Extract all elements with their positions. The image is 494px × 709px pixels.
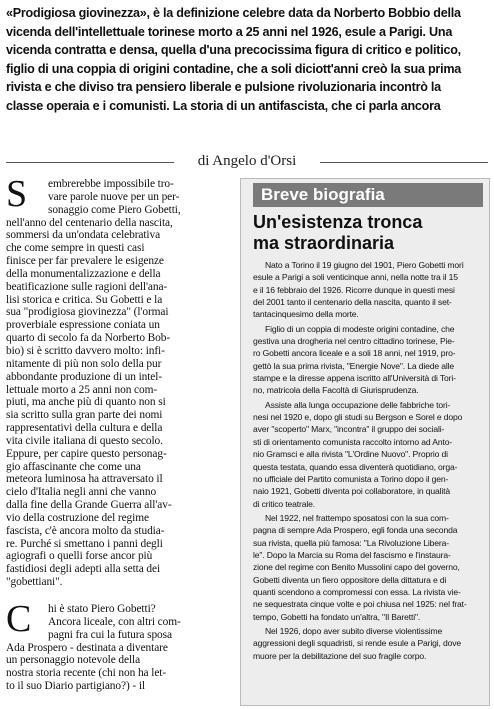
article-line: vare parole nuove per un per- (48, 190, 180, 203)
drop-cap: S (6, 173, 28, 215)
sidebar-line: aver "scoperto" Marx, "incontra" il gruppo dei sociali- (253, 424, 445, 435)
article-line: vita civile italiana di questo secolo. (6, 434, 163, 447)
sidebar-line: muore per la debilitazione del suo fragile corpo. (253, 650, 427, 661)
article-line: Eppure, per capire questo personag- (6, 447, 167, 460)
article-line: nostra storia recente (chi non ha let- (6, 667, 167, 680)
sidebar-line: quanti scendono a compromessi con essa. La rivista vie- (253, 586, 461, 597)
article-line: che come sempre in questi casi (6, 242, 145, 255)
sidebar-line: Assiste alla lunga occupazione delle fabbriche tori- (265, 399, 451, 410)
lead-line: «Prodigiosa giovinezza», è la definizione celebre data da Norberto Bobbio della (6, 6, 461, 20)
article-column (6, 173, 234, 693)
sidebar-line: no, matricola della Facoltà di Giurisprudenza. (253, 385, 419, 396)
sidebar-line: ro Gobetti ancora liceale e a soli 18 anni, nel 1919, pro- (253, 348, 456, 359)
article-line: quarto di secolo fa da Norberto Bob- (6, 332, 171, 345)
sidebar-line: zione del regime con Benito Mussolini capo del governo, (253, 562, 460, 573)
sidebar-line: tantacinquesimo della morte. (253, 309, 359, 320)
article-line: hi è stato Piero Gobetti? (48, 603, 156, 615)
article-line: Ancora liceale, con altri com- (48, 615, 181, 628)
lead-line: vicenda dell'intellettuale torinese morto a 25 anni nel 1926, esule a Parigi. Una (6, 24, 453, 39)
sidebar-line: sua rivista, quella più famosa: "La Rivoluzione Libera- (253, 537, 449, 548)
article-line: della monumentalizzazione e della (6, 267, 161, 280)
article-line: fascista, c'è ancora molto da studia- (6, 524, 165, 537)
sidebar-line: Nel 1926, dopo aver subito diverse violentissime (265, 625, 443, 636)
sidebar-line: di critico teatrale. (253, 498, 315, 509)
drop-cap: C (6, 598, 32, 641)
article-line: "gobettiani". (6, 576, 63, 589)
article-line: re. Purché si smettano i panni degli (6, 537, 163, 550)
lead-line: figlio di una coppia di origini contadine, che a soli diciott'anni creò la sua prima (6, 61, 462, 76)
article-line: beatificazione sulle ragioni dell'ana- (6, 280, 168, 293)
paragraph-gap (6, 589, 234, 603)
article-line: nell'anno del centenario della nascita, (6, 216, 173, 229)
sidebar-line: aggressioni degli squadristi, si rende esule a Parigi, dove (253, 638, 462, 649)
sidebar-line: nesi nel 1920 e, dopo gli studi su Bergson e Sorel e dopo (253, 412, 463, 423)
article-line: sia scritto sulla gran parte dei nomi (6, 409, 163, 422)
byline: di Angelo d'Orsi (197, 153, 297, 169)
article-line: proverbiale espressione coniata un (6, 319, 160, 332)
article-line: rappresentativi della cultura e della (6, 422, 163, 435)
article-line: cielo d'Italia negli anni che vanno (6, 486, 157, 499)
lead-paragraph (6, 4, 488, 116)
article-line: gio affascinante che come una (6, 460, 141, 473)
byline-rule-right (320, 162, 488, 163)
sidebar-line: Nato a Torino il 19 giugno del 1901, Piero Gobetti morì (265, 260, 464, 270)
biography-sidebar (240, 178, 490, 706)
article-line: pagni fra cui la futura sposa (48, 628, 172, 641)
article-line: agiografi o quelli forse ancor più (6, 550, 153, 563)
article-line: finisce per far prevalere le esigenze (6, 255, 164, 268)
article-line: piuti, ma anche più di quanto non si (6, 396, 166, 409)
sidebar-line: Gobetti diventa un fiero oppositore della dittatura e di (253, 574, 447, 585)
sidebar-headline-line: Un'esistenza tronca (253, 212, 423, 232)
sidebar-line: naio 1921, Gobetti diventa poi collaboratore, in qualità (253, 486, 451, 497)
article-line: meteora luminosa ha attraversato il (6, 473, 163, 486)
sidebar-line: stampe e la diresse appena iscritto all'Università di Tori- (253, 373, 456, 384)
sidebar-line: sti di orientamento comunista raccolto intorno ad Anto- (253, 436, 453, 447)
sidebar-line: le". Dopo la Marcia su Roma del fascismo e l'instaura- (253, 549, 451, 560)
article-line: sonaggio come Piero Gobetti, (48, 203, 181, 216)
sidebar-line: e il 16 febbraio del 1926. Ricorre dunque in questi mesi (253, 284, 455, 295)
article-line: dalla fine della Grande Guerra all'av- (6, 499, 172, 512)
article-line: Ada Prospero - destinata a diventare (6, 641, 168, 654)
sidebar-line: Figlio di un coppia di modeste origini contadine, che (265, 323, 455, 334)
article-line: vio della costruzione del regime (6, 511, 149, 524)
sidebar-headline (253, 212, 485, 254)
article-line: sommersi da un'ondata celebrativa (6, 229, 161, 242)
sidebar-body (253, 259, 487, 662)
article-line: un personaggio notevole della (6, 654, 141, 667)
sidebar-line: tempo, Gobetti ha fondato un'altra, "Il Baretti". (253, 611, 421, 622)
article-line: embrerebbe impossibile tro- (48, 178, 174, 190)
sidebar-line: esule a Parigi a soli venticinque anni, nella notte tra il 15 (253, 272, 458, 283)
sidebar-line: nio Gramsci e alla rivista "L'Ordine Nuovo". Proprio di (253, 449, 448, 460)
sidebar-line: ne sequestrata cinque volte e poi chiusa nel 1925: nel frat- (253, 599, 467, 610)
byline-row (0, 152, 494, 172)
sidebar-line: questa testata, quando essa diventerà quotidiano, orga- (253, 461, 458, 472)
article-line: lisi storica e critica. Su Gobetti e la (6, 293, 163, 306)
sidebar-tag: Breve biografia (253, 183, 483, 207)
sidebar-line: gestiva una drogheria nel centro cittadino torinese, Pie- (253, 336, 455, 347)
article-line: sua "prodigiosa giovinezza" (l'ormai (6, 306, 169, 319)
sidebar-line: gettò la sua prima rivista, "Energie Nove". La diede alle (253, 360, 455, 371)
sidebar-line: Nel 1922, nel frattempo sposatosi con la sua com- (265, 512, 449, 523)
article-line: nitamente di più non solo della pur (6, 357, 162, 370)
sidebar-line: del 2001 tanto il centenario della nascita, quanto il set- (253, 297, 452, 308)
sidebar-line: no ufficiale del Partito comunista a Torino dopo il gen- (253, 473, 449, 484)
sidebar-headline-line: ma straordinaria (253, 233, 395, 253)
article-line: lettuale morto a 25 anni non com- (6, 383, 158, 396)
lead-line: rivista e che diviso tra pensiero liberale e pulsione rivoluzionaria incontrò la (6, 80, 441, 95)
article-line: abbondante produzione di un intel- (6, 370, 163, 383)
lead-line: classe operaia e i comunisti. La storia di un antifascista, che ci parla ancora (6, 98, 441, 113)
sidebar-line: pagna di sempre Ada Prospero, egli fonda una seconda (253, 525, 458, 536)
article-line: bio) si è scritto davvero molto: infi- (6, 344, 165, 357)
article-line: fastidiosi degli adepti alla setta dei (6, 563, 161, 576)
article-line: to il suo Diario partigiano?) - il (6, 680, 145, 693)
lead-line: vicenda contratta e densa, quella d'una precocissima figura di critico e politico, (6, 43, 461, 58)
